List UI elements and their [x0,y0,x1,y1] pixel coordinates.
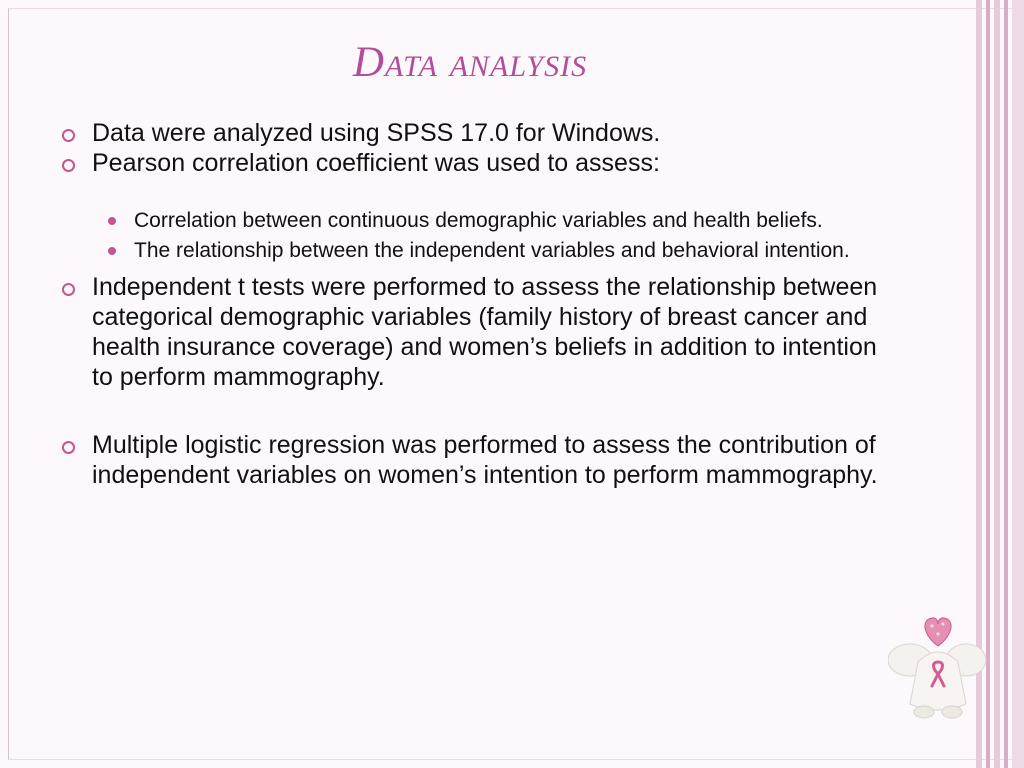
bullet-item [56,272,896,392]
bullet-item [56,430,896,490]
ring-bullet-icon [62,441,75,454]
sub-bullet-text: Correlation between continuous demographic variables and health beliefs. [134,209,823,232]
slide-content [56,118,896,490]
ring-bullet-icon [62,283,75,296]
bullet-item [56,118,896,148]
sub-bullet-text: The relationship between the independent variables and behavioral intention. [134,239,850,262]
dot-bullet-icon [108,247,116,255]
bullet-item [56,148,896,178]
ring-bullet-icon [62,129,75,142]
sub-bullet-item [98,238,896,264]
angel-ribbon-image [888,612,988,722]
dot-bullet-icon [108,217,116,225]
bullet-text: Data were analyzed using SPSS 17.0 for Windows. [92,119,661,147]
sub-bullet-item [98,208,896,234]
ring-bullet-icon [62,159,75,172]
bullet-text: Independent t tests were performed to assess the relationship between categorical demographic variables (family history of breast cancer and health insurance coverage) and women’s beliefs in addition to intention to perform mammography. [92,273,878,391]
bullet-text: Multiple logistic regression was performed to assess the contribution of independent variables on women’s intention to perform mammography. [92,431,878,489]
slide-title: Data analysis [352,39,588,86]
bullet-text: Pearson correlation coefficient was used to assess: [92,149,660,177]
